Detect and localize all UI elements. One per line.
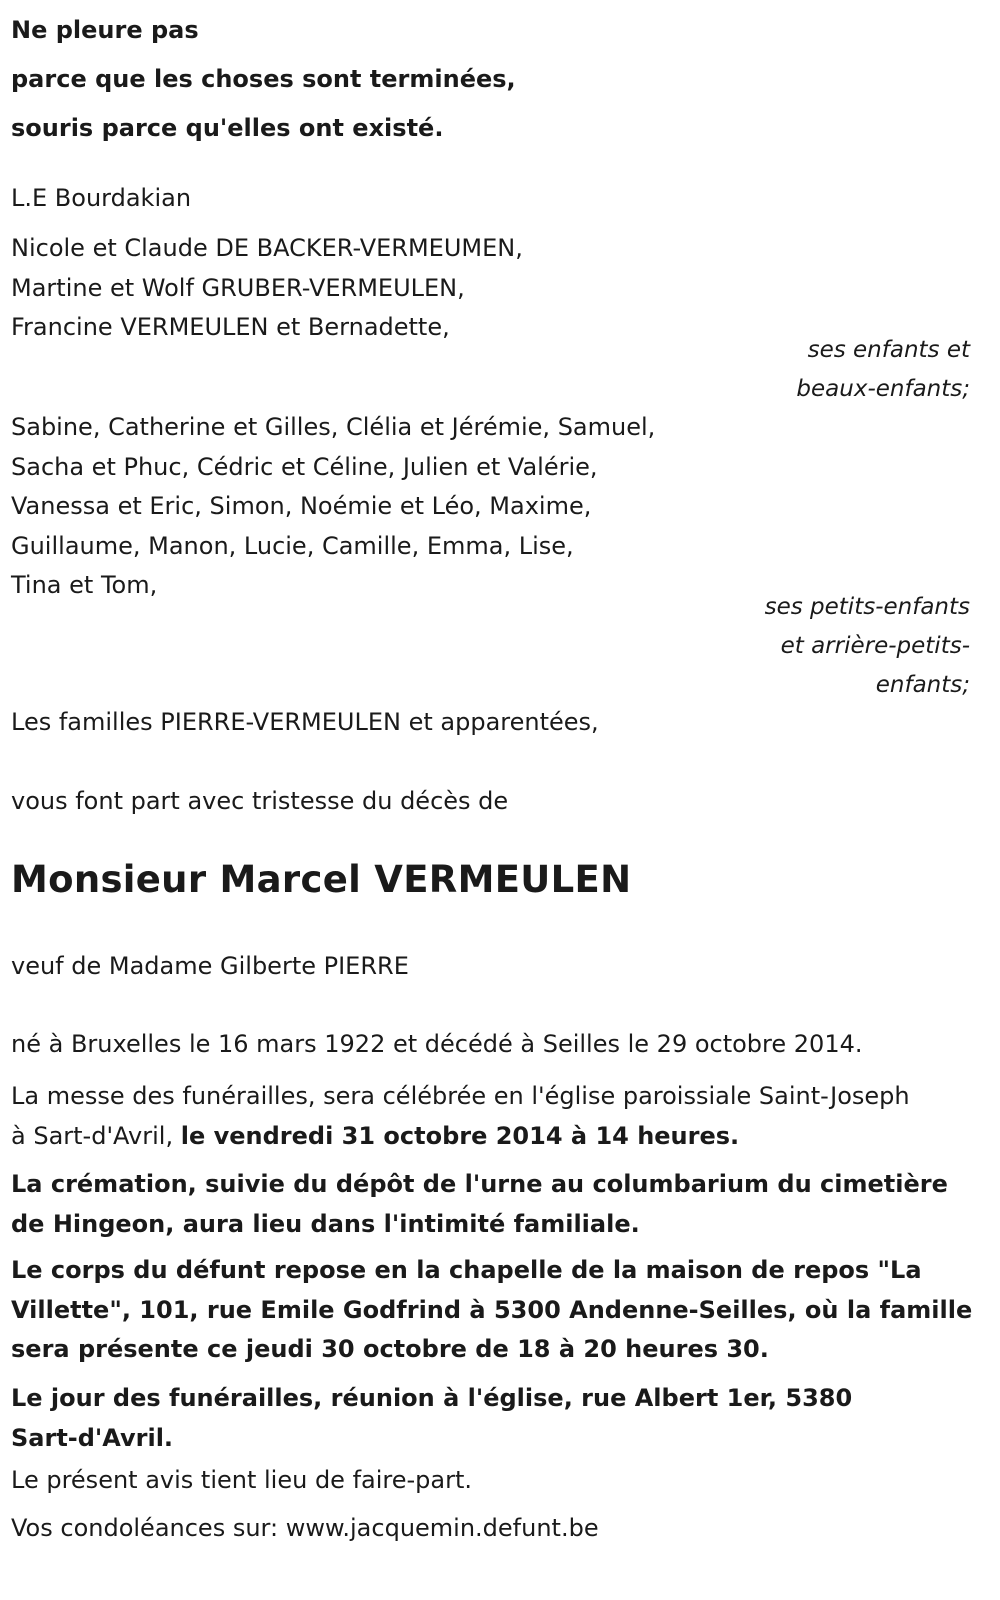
condolences-link[interactable]: www.jacquemin.defunt.be <box>285 1514 599 1542</box>
epigraph-quote <box>11 6 516 153</box>
meeting-line: Sart-d'Avril. <box>11 1424 174 1452</box>
cremation-line: La crémation, suivie du dépôt de l'urne au columbarium du cimetière <box>11 1170 948 1198</box>
grandchildren-line: Vanessa et Eric, Simon, Noémie et Léo, Maxime, <box>11 492 592 520</box>
children-role <box>796 331 970 409</box>
role-line: ses petits-enfants <box>764 594 970 620</box>
visitation-line: Le corps du défunt repose en la chapelle de la maison de repos "La <box>11 1256 922 1284</box>
families-line: Les familles PIERRE-VERMEULEN et apparentées, <box>11 708 599 736</box>
grandchildren-list <box>11 408 655 606</box>
mass-place: à Sart-d'Avril, <box>11 1122 181 1150</box>
quote-author: L.E Bourdakian <box>11 184 192 212</box>
deceased-name: Monsieur Marcel VERMEULEN <box>11 858 632 901</box>
grandchildren-line: Sabine, Catherine et Gilles, Clélia et Jérémie, Samuel, <box>11 413 656 441</box>
funeral-meeting-info <box>11 1378 852 1458</box>
visitation-line: sera présente ce jeudi 30 octobre de 18 à 20 heures 30. <box>11 1335 769 1363</box>
children-line: Nicole et Claude DE BACKER-VERMEUMEN, <box>11 234 523 262</box>
meeting-line: Le jour des funérailles, réunion à l'église, rue Albert 1er, 5380 <box>11 1384 853 1412</box>
grandchildren-line: Guillaume, Manon, Lucie, Camille, Emma, Lise, <box>11 531 574 560</box>
role-line: enfants; <box>875 672 970 698</box>
notice-line: Le présent avis tient lieu de faire-part. <box>11 1466 473 1494</box>
grandchildren-line: Sacha et Phuc, Cédric et Céline, Julien et Valérie, <box>11 452 598 481</box>
visitation-info <box>11 1251 972 1370</box>
children-line: Martine et Wolf GRUBER-VERMEULEN, <box>11 273 465 302</box>
quote-line: Ne pleure pas <box>11 16 199 44</box>
children-list <box>11 229 523 348</box>
visitation-line: Villette", 101, rue Emile Godfrind à 5300 Andenne-Seilles, où la famille <box>11 1295 973 1324</box>
birth-death-line: né à Bruxelles le 16 mars 1922 et décédé à Seilles le 29 octobre 2014. <box>11 1030 863 1058</box>
condolences-line <box>11 1514 599 1542</box>
role-line: et arrière-petits- <box>780 633 970 659</box>
mass-line: La messe des funérailles, sera célébrée en l'église paroissiale Saint-Joseph <box>11 1082 910 1110</box>
role-line: beaux-enfants; <box>796 376 970 402</box>
quote-line: parce que les choses sont terminées, <box>11 65 516 93</box>
children-line: Francine VERMEULEN et Bernadette, <box>11 313 450 341</box>
grandchildren-line: Tina et Tom, <box>11 571 158 599</box>
mass-date: le vendredi 31 octobre 2014 à 14 heures. <box>180 1122 740 1150</box>
announcement: vous font part avec tristesse du décès de <box>11 787 509 815</box>
grandchildren-role <box>765 588 970 705</box>
role-line: ses enfants et <box>807 337 970 363</box>
mass-line <box>11 1116 910 1156</box>
widower-of: veuf de Madame Gilberte PIERRE <box>11 952 409 980</box>
cremation-info <box>11 1164 948 1244</box>
mass-info <box>11 1076 910 1156</box>
quote-line: souris parce qu'elles ont existé. <box>11 114 444 142</box>
condolences-label: Vos condoléances sur: <box>11 1514 286 1542</box>
cremation-line: de Hingeon, aura lieu dans l'intimité familiale. <box>11 1210 640 1238</box>
